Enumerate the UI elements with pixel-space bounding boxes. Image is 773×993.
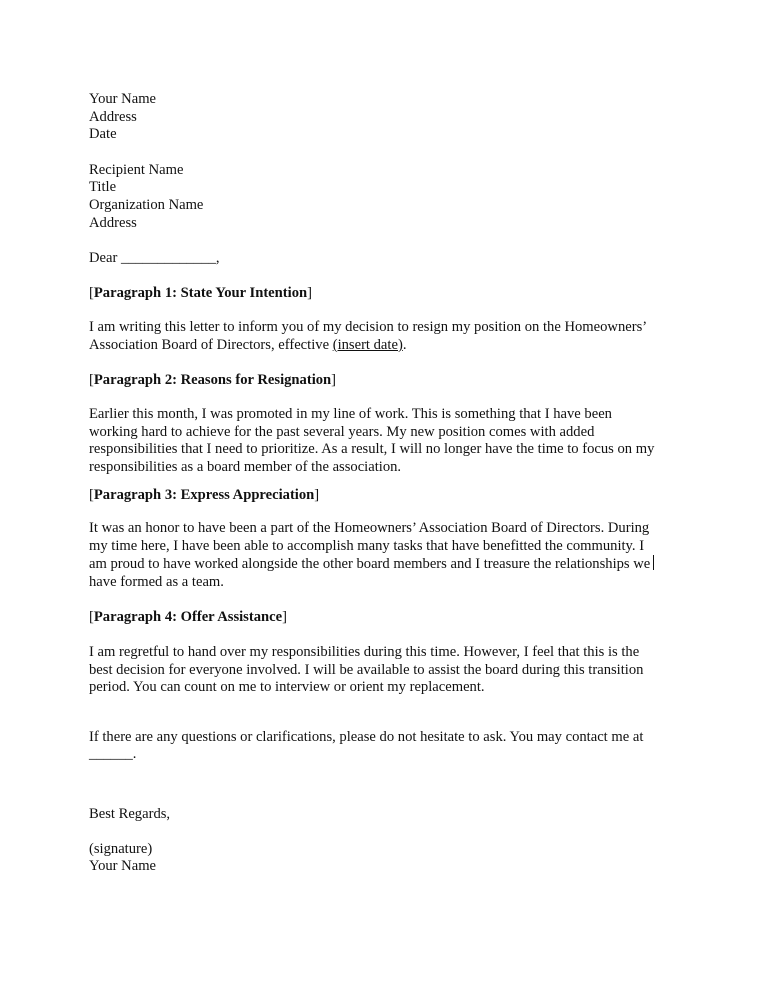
signature-block — [89, 841, 689, 876]
section-heading-appreciation: [Paragraph 3: Express Appreciation] — [89, 486, 320, 503]
paragraph-line: have formed as a team. — [89, 573, 224, 590]
paragraph-line: am proud to have worked alongside the other board members and I treasure the relationships we — [89, 555, 689, 574]
paragraph-line: best decision for everyone involved. I will be available to assist the board during this transition — [89, 661, 644, 678]
paragraph-appreciation — [89, 520, 689, 591]
signoff-block — [89, 806, 689, 824]
paragraph-line: I am regretful to hand over my responsibilities during this time. However, I feel that this is the — [89, 644, 640, 661]
text-cursor — [653, 555, 654, 570]
section-heading-intention: [Paragraph 1: State Your Intention] — [89, 284, 312, 301]
salutation-text: Dear _____________, — [89, 250, 220, 267]
letter-date: Date — [89, 126, 117, 143]
paragraph-reasons — [89, 406, 689, 476]
sender-name: Your Name — [89, 91, 157, 107]
paragraph-line: responsibilities that I need to prioritize. As a result, I will no longer have the time to focus on my — [89, 441, 655, 458]
paragraph-assistance — [89, 644, 689, 697]
salutation — [89, 250, 689, 268]
recipient-name: Recipient Name — [89, 161, 184, 178]
recipient-address: Address — [89, 214, 137, 231]
paragraph-line: my time here, I have been able to accomplish many tasks that have benefitted the community. I — [89, 537, 645, 554]
paragraph-line: Earlier this month, I was promoted in my line of work. This is something that I have been — [89, 406, 612, 423]
paragraph-line: It was an honor to have been a part of the Homeowners’ Association Board of Directors. During — [89, 520, 650, 537]
recipient-organization: Organization Name — [89, 196, 204, 213]
recipient-title: Title — [89, 179, 117, 196]
recipient-block — [89, 162, 689, 232]
paragraph-line: I am writing this letter to inform you of my decision to resign my position on the Homeowners’ — [89, 319, 648, 336]
signature-placeholder: (signature) — [89, 840, 153, 857]
letter-page — [89, 91, 689, 876]
signoff: Best Regards, — [89, 806, 171, 823]
paragraph-line: Association Board of Directors, effective (insert date). — [89, 336, 407, 353]
paragraph-closing — [89, 729, 689, 764]
section-heading-reasons: [Paragraph 2: Reasons for Resignation] — [89, 371, 337, 388]
section-heading-assistance: [Paragraph 4: Offer Assistance] — [89, 609, 287, 626]
paragraph-line: period. You can count on me to interview or orient my replacement. — [89, 679, 485, 696]
paragraph-intention — [89, 319, 689, 354]
contact-blank: ______. — [89, 746, 137, 763]
insert-date-placeholder: (insert date) — [332, 336, 403, 353]
sender-block — [89, 91, 689, 144]
paragraph-line: responsibilities as a board member of the association. — [89, 458, 402, 475]
signature-name: Your Name — [89, 858, 157, 875]
paragraph-line: working hard to achieve for the past several years. My new position comes with added — [89, 423, 595, 440]
paragraph-line: If there are any questions or clarifications, please do not hesitate to ask. You may contact me at — [89, 728, 644, 745]
sender-address: Address — [89, 108, 137, 125]
